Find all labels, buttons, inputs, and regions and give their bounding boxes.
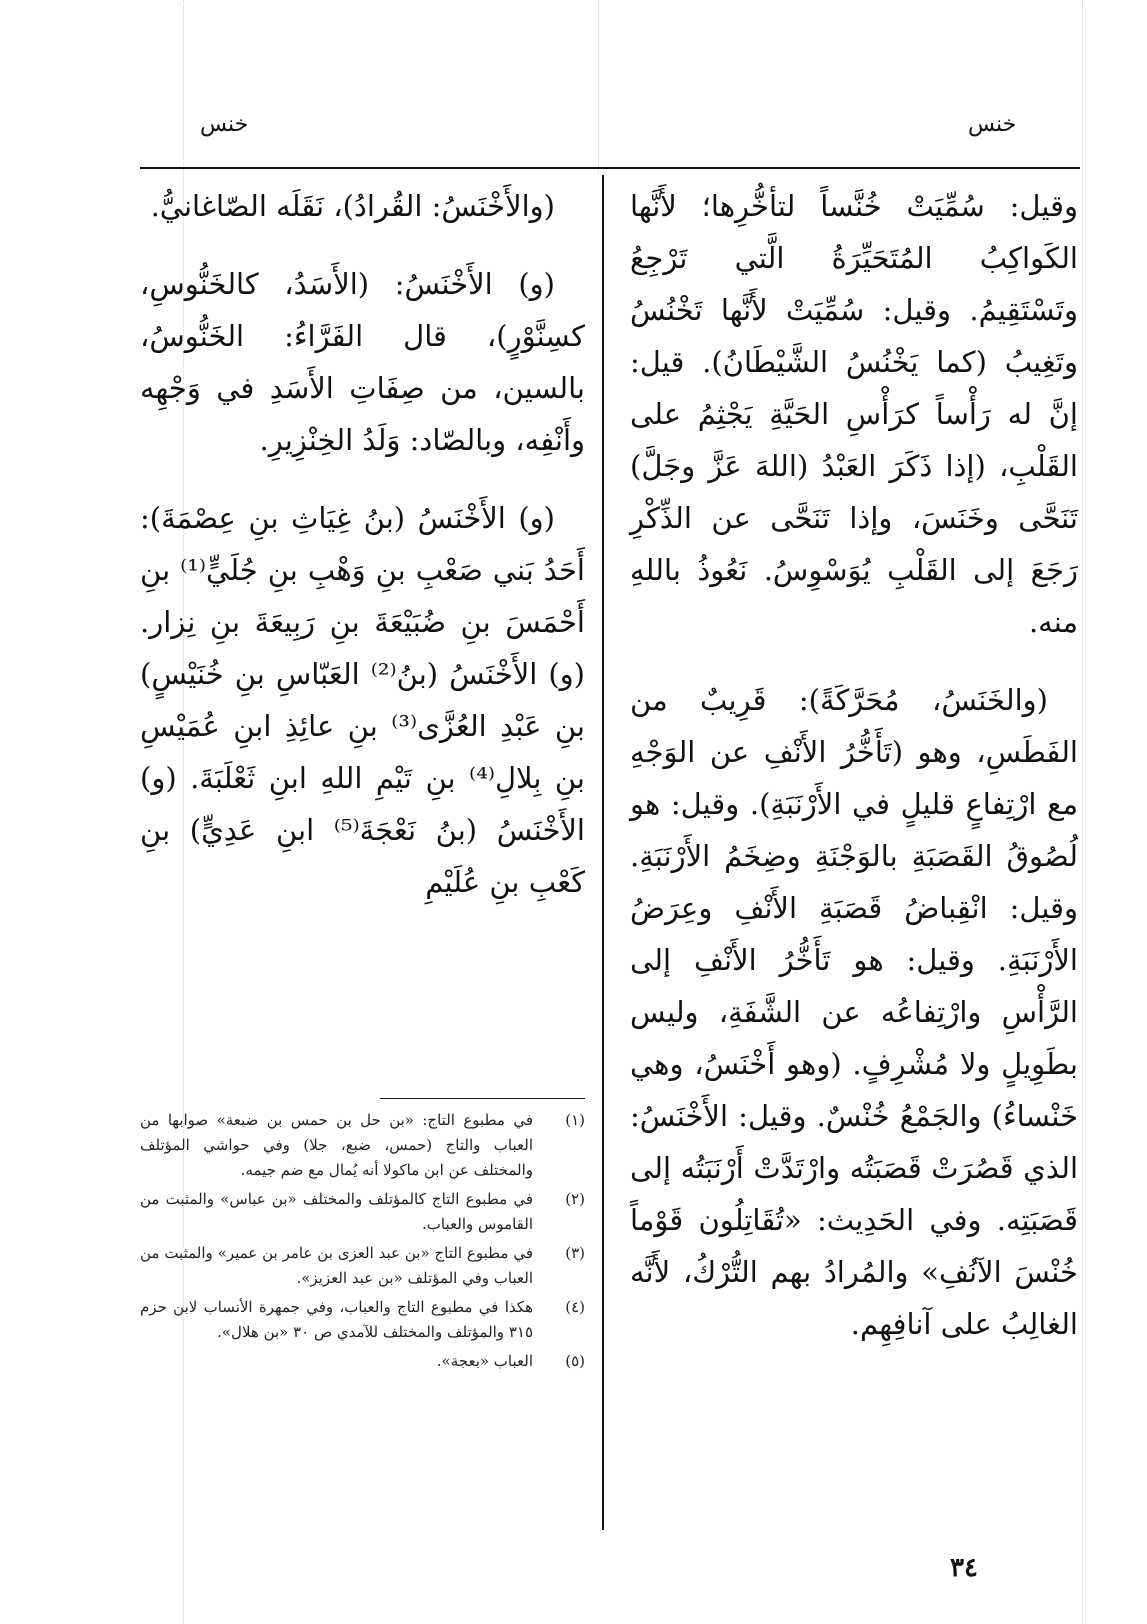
footnote-number: (٢) xyxy=(565,1190,585,1208)
entry-paragraph: (والأَخْنَسُ: القُرادُ)، نَقَلَه الصّاغانيُّ. xyxy=(150,189,555,223)
footnote-text: في مطبوع التاج: «بن حل بن حمس بن ضبعة» صوابها من العباب والتاج (حمس، ضبع، جلا) وفي حواشي المؤتلف والمختلف عن ابن ماكولا أنه يُمال مع ضم جيمه. xyxy=(140,1111,533,1179)
page-number: ٣٤ xyxy=(950,1553,978,1583)
entry-paragraph: وقيل: سُمِّيَتْ خُنَّساً لتأخُّرِها؛ لأَنَّها الكَواكِبُ المُتَحَيِّرَةُ الَّتي تَرْجِعُ وتَسْتَقِيمُ. وقيل: سُمِّيَتْ لأَنَّها تَخْنُسُ وتَغِيبُ (كما يَخْنُسُ الشَّيْطَانُ). قيل: إنَّ له رَأْساً كرَأْسِ الحَيَّةِ يَجْثِمُ على القَلْبِ، (إذا ذَكَرَ العَبْدُ (اللهَ عَزَّ وجَلَّ) تَنَحَّى وخَنَسَ، وإذا تَنَحَّى عن الذِّكْرِ رَجَعَ إلى القَلْبِ يُوَسْوِسُ. نَعُوذُ باللهِ منه. xyxy=(630,189,1078,639)
footnote xyxy=(140,1349,585,1374)
right-column xyxy=(630,180,1078,1350)
header-rule xyxy=(140,167,1080,169)
footnote-number: (٣) xyxy=(565,1244,585,1262)
scan-guide-line xyxy=(598,0,599,175)
footnote-text: العباب «بعجة». xyxy=(436,1352,533,1370)
footnotes xyxy=(140,1108,585,1378)
entry-paragraph: (و) الأَخْنَسُ (بنُ غِيَاثِ بنِ عِصْمَةَ): أَحَدُ بَني صَعْبِ بنِ وَهْبِ بنِ جُلَيٍّ⁽¹⁾ بنِ أَحْمَسَ بنِ ضُبَيْعَةَ بنِ رَبِيعَةَ بنِ نِزار. (و) الأَخْنَسُ (بنُ⁽²⁾ العَبّاسِ بنِ خُنَيْسٍ) بنِ عَبْدِ العُزَّى⁽³⁾ بنِ عائِذِ ابنِ عُمَيْسِ بنِ بِلالِ⁽⁴⁾ بنِ تَيْمِ اللهِ ابنِ ثَعْلَبَةَ. (و) الأَخْنَسُ (بنُ نَعْجَةَ⁽⁵⁾ ابنِ عَدِيٍّ) بنِ كَعْبِ بنِ عُلَيْمِ xyxy=(140,501,585,899)
footnote xyxy=(140,1241,585,1291)
footnote-text: في مطبوع التاج «بن عبد العزى بن عامر بن عمير» والمثبت من العباب وفي المؤتلف «بن عبد العزيز». xyxy=(140,1244,533,1287)
footnote-text: في مطبوع التاج كالمؤتلف والمختلف «بن عباس» والمثبت من القاموس والعباب. xyxy=(140,1190,533,1233)
footnote-text: هكذا في مطبوع التاج والعباب، وفي جمهرة الأنساب لابن حزم ٣١٥ والمؤتلف والمختلف للآمدي ص ٣٠ «بن هلال». xyxy=(140,1298,533,1341)
scan-guide-line xyxy=(1082,0,1083,1624)
footnote-number: (٤) xyxy=(565,1298,585,1316)
entry-paragraph: (والخَنَسُ، مُحَرَّكَةً): قَرِيبٌ من الفَطَسِ، وهو (تَأَخُّرُ الأَنْفِ عن الوَجْهِ مع ارْتِفاعٍ قليلٍ في الأَرْنَبَةِ). وقيل: هو لُصُوقُ القَصَبَةِ بالوَجْنَةِ وضِخَمُ الأَرْنَبَةِ. وقيل: انْقِباضُ قَصَبَةِ الأَنْفِ وعِرَضُ الأَرْنَبَةِ. وقيل: هو تَأَخُّرُ الأَنْفِ إلى الرَّأْسِ وارْتِفاعُه عن الشَّفَةِ، وليس بطَوِيلٍ ولا مُشْرِفٍ. (وهو أَخْنَسُ، وهي خَنْساءُ) والجَمْعُ خُنْسٌ. وقيل: الأَخْنَسُ: الذي قَصُرَتْ قَصَبَتُه وارْتَدَّتْ أَرْنَبَتُه إلى قَصَبَتِه. وفي الحَدِيث: «تُقَاتِلُون قَوْماً خُنْسَ الآنُفِ» والمُرادُ بهم التُّرْكُ، لأَنَّه الغالِبُ على آنافِهِم. xyxy=(630,683,1078,1341)
column-divider xyxy=(602,175,604,1530)
footnote-number: (١) xyxy=(565,1111,585,1129)
footnote xyxy=(140,1108,585,1183)
footnote xyxy=(140,1295,585,1345)
footnote xyxy=(140,1187,585,1237)
footnote-number: (٥) xyxy=(565,1352,585,1370)
running-head-left: خنس xyxy=(200,112,249,137)
left-column xyxy=(140,180,585,908)
entry-paragraph: (و) الأَخْنَسُ: (الأَسَدُ، كالخَنُّوسِ، كسِنَّوْرٍ)، قال الفَرَّاءُ: الخَنُّوسُ، بالسين، من صِفَاتِ الأَسَدِ في وَجْهِه وأَنْفِه، وبالصّاد: وَلَدُ الخِنْزِيرِ. xyxy=(140,267,585,457)
footnote-rule xyxy=(380,1098,585,1099)
running-head-right: خنس xyxy=(968,112,1017,137)
